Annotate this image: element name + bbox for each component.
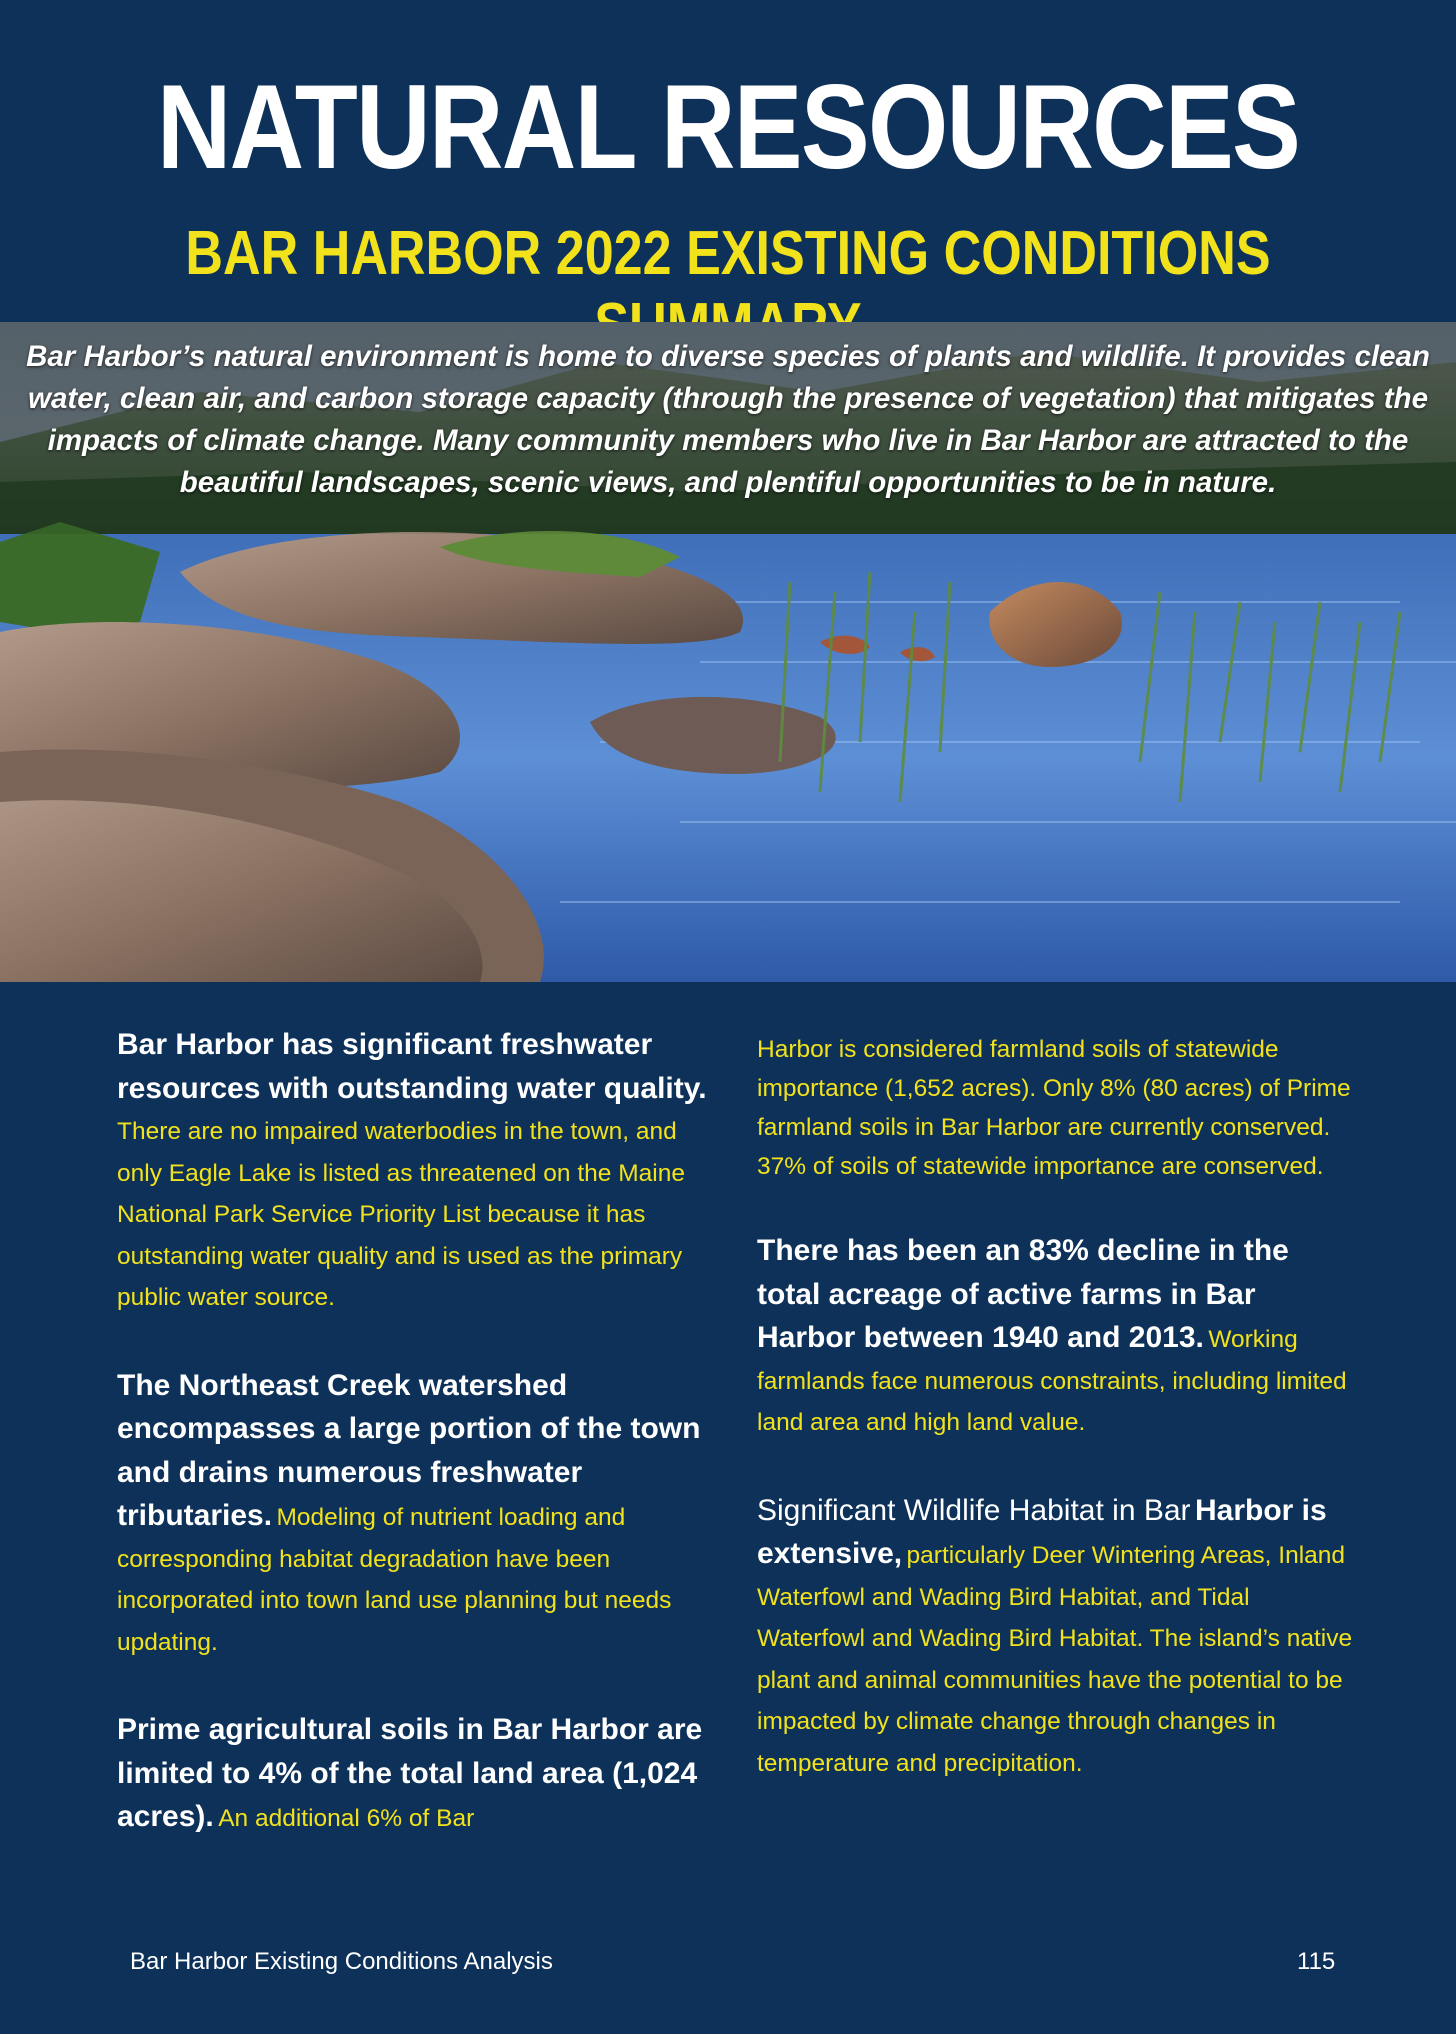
- farm-decline-body: Working farmlands face numerous constraints, including limited land area and high land value.: [757, 1326, 1347, 1436]
- watershed-body: Modeling of nutrient loading and corresponding habitat degradation have been incorporated into town land use planning but needs updating.: [117, 1504, 672, 1656]
- wildlife-habitat-lead-light: Significant Wildlife Habitat in Bar: [757, 1493, 1191, 1527]
- intro-paragraph: Bar Harbor’s natural environment is home to diverse species of plants and wildlife. It provides clean water, clean air, and carbon storage capacity (through the presence of vegetation) that mitigates the impacts of climate change. Many community members who live in Bar Harbor are attracted to the beautiful landscapes, scenic views, and plentiful opportunities to be in nature.: [26, 340, 1430, 499]
- left-column: [117, 1026, 722, 1888]
- freshwater-lead: Bar Harbor has significant freshwater resources with outstanding water quality.: [117, 1028, 707, 1105]
- agricultural-soils-body: An additional 6% of Bar: [218, 1805, 475, 1832]
- freshwater-paragraph: [117, 1026, 722, 1321]
- freshwater-body: There are no impaired waterbodies in the town, and only Eagle Lake is listed as threatened on the Maine National Park Service Priority List because it has outstanding water quality and is used as the primary public water source.: [117, 1118, 685, 1311]
- farm-decline-lead: There has been an 83% decline in the total acreage of active farms in Bar Harbor between 1940 and 2013.: [757, 1234, 1289, 1354]
- farmland-continuation: [757, 1030, 1357, 1186]
- agricultural-soils-paragraph: [117, 1711, 722, 1842]
- agricultural-soils-lead: Prime agricultural soils in Bar Harbor are limited to 4% of the total land area (1,024 acres).: [117, 1713, 703, 1833]
- footer-document-title: Bar Harbor Existing Conditions Analysis: [130, 1948, 553, 1975]
- wildlife-habitat-lead: Harbor is extensive,: [757, 1493, 1327, 1570]
- farmland-continuation-text: Harbor is considered farmland soils of statewide importance (1,652 acres). Only 8% (80 acres) of Prime farmland soils in Bar Harbor are currently conserved. 37% of soils of statewide importance are conserved.: [757, 1036, 1351, 1180]
- watershed-lead: The Northeast Creek watershed encompasses a large portion of the town and drains numerous freshwater tributaries.: [117, 1368, 701, 1532]
- page-subtitle: BAR HARBOR 2022 EXISTING CONDITIONS: [185, 219, 1271, 288]
- page-number: 115: [1297, 1948, 1336, 1975]
- wildlife-habitat-body: particularly Deer Wintering Areas, Inland Waterfowl and Wading Bird Habitat, and Tidal Waterfowl and Wading Bird Habitat. The island’s native plant and animal communities have the potential to be impacted by climate change through changes in temperature and precipitation.: [757, 1542, 1353, 1777]
- right-column: [757, 1030, 1357, 1832]
- page-title: NATURAL RESOURCES: [156, 60, 1300, 194]
- wildlife-habitat-paragraph: [757, 1492, 1357, 1787]
- watershed-paragraph: [117, 1367, 722, 1666]
- farm-decline-paragraph: [757, 1232, 1357, 1446]
